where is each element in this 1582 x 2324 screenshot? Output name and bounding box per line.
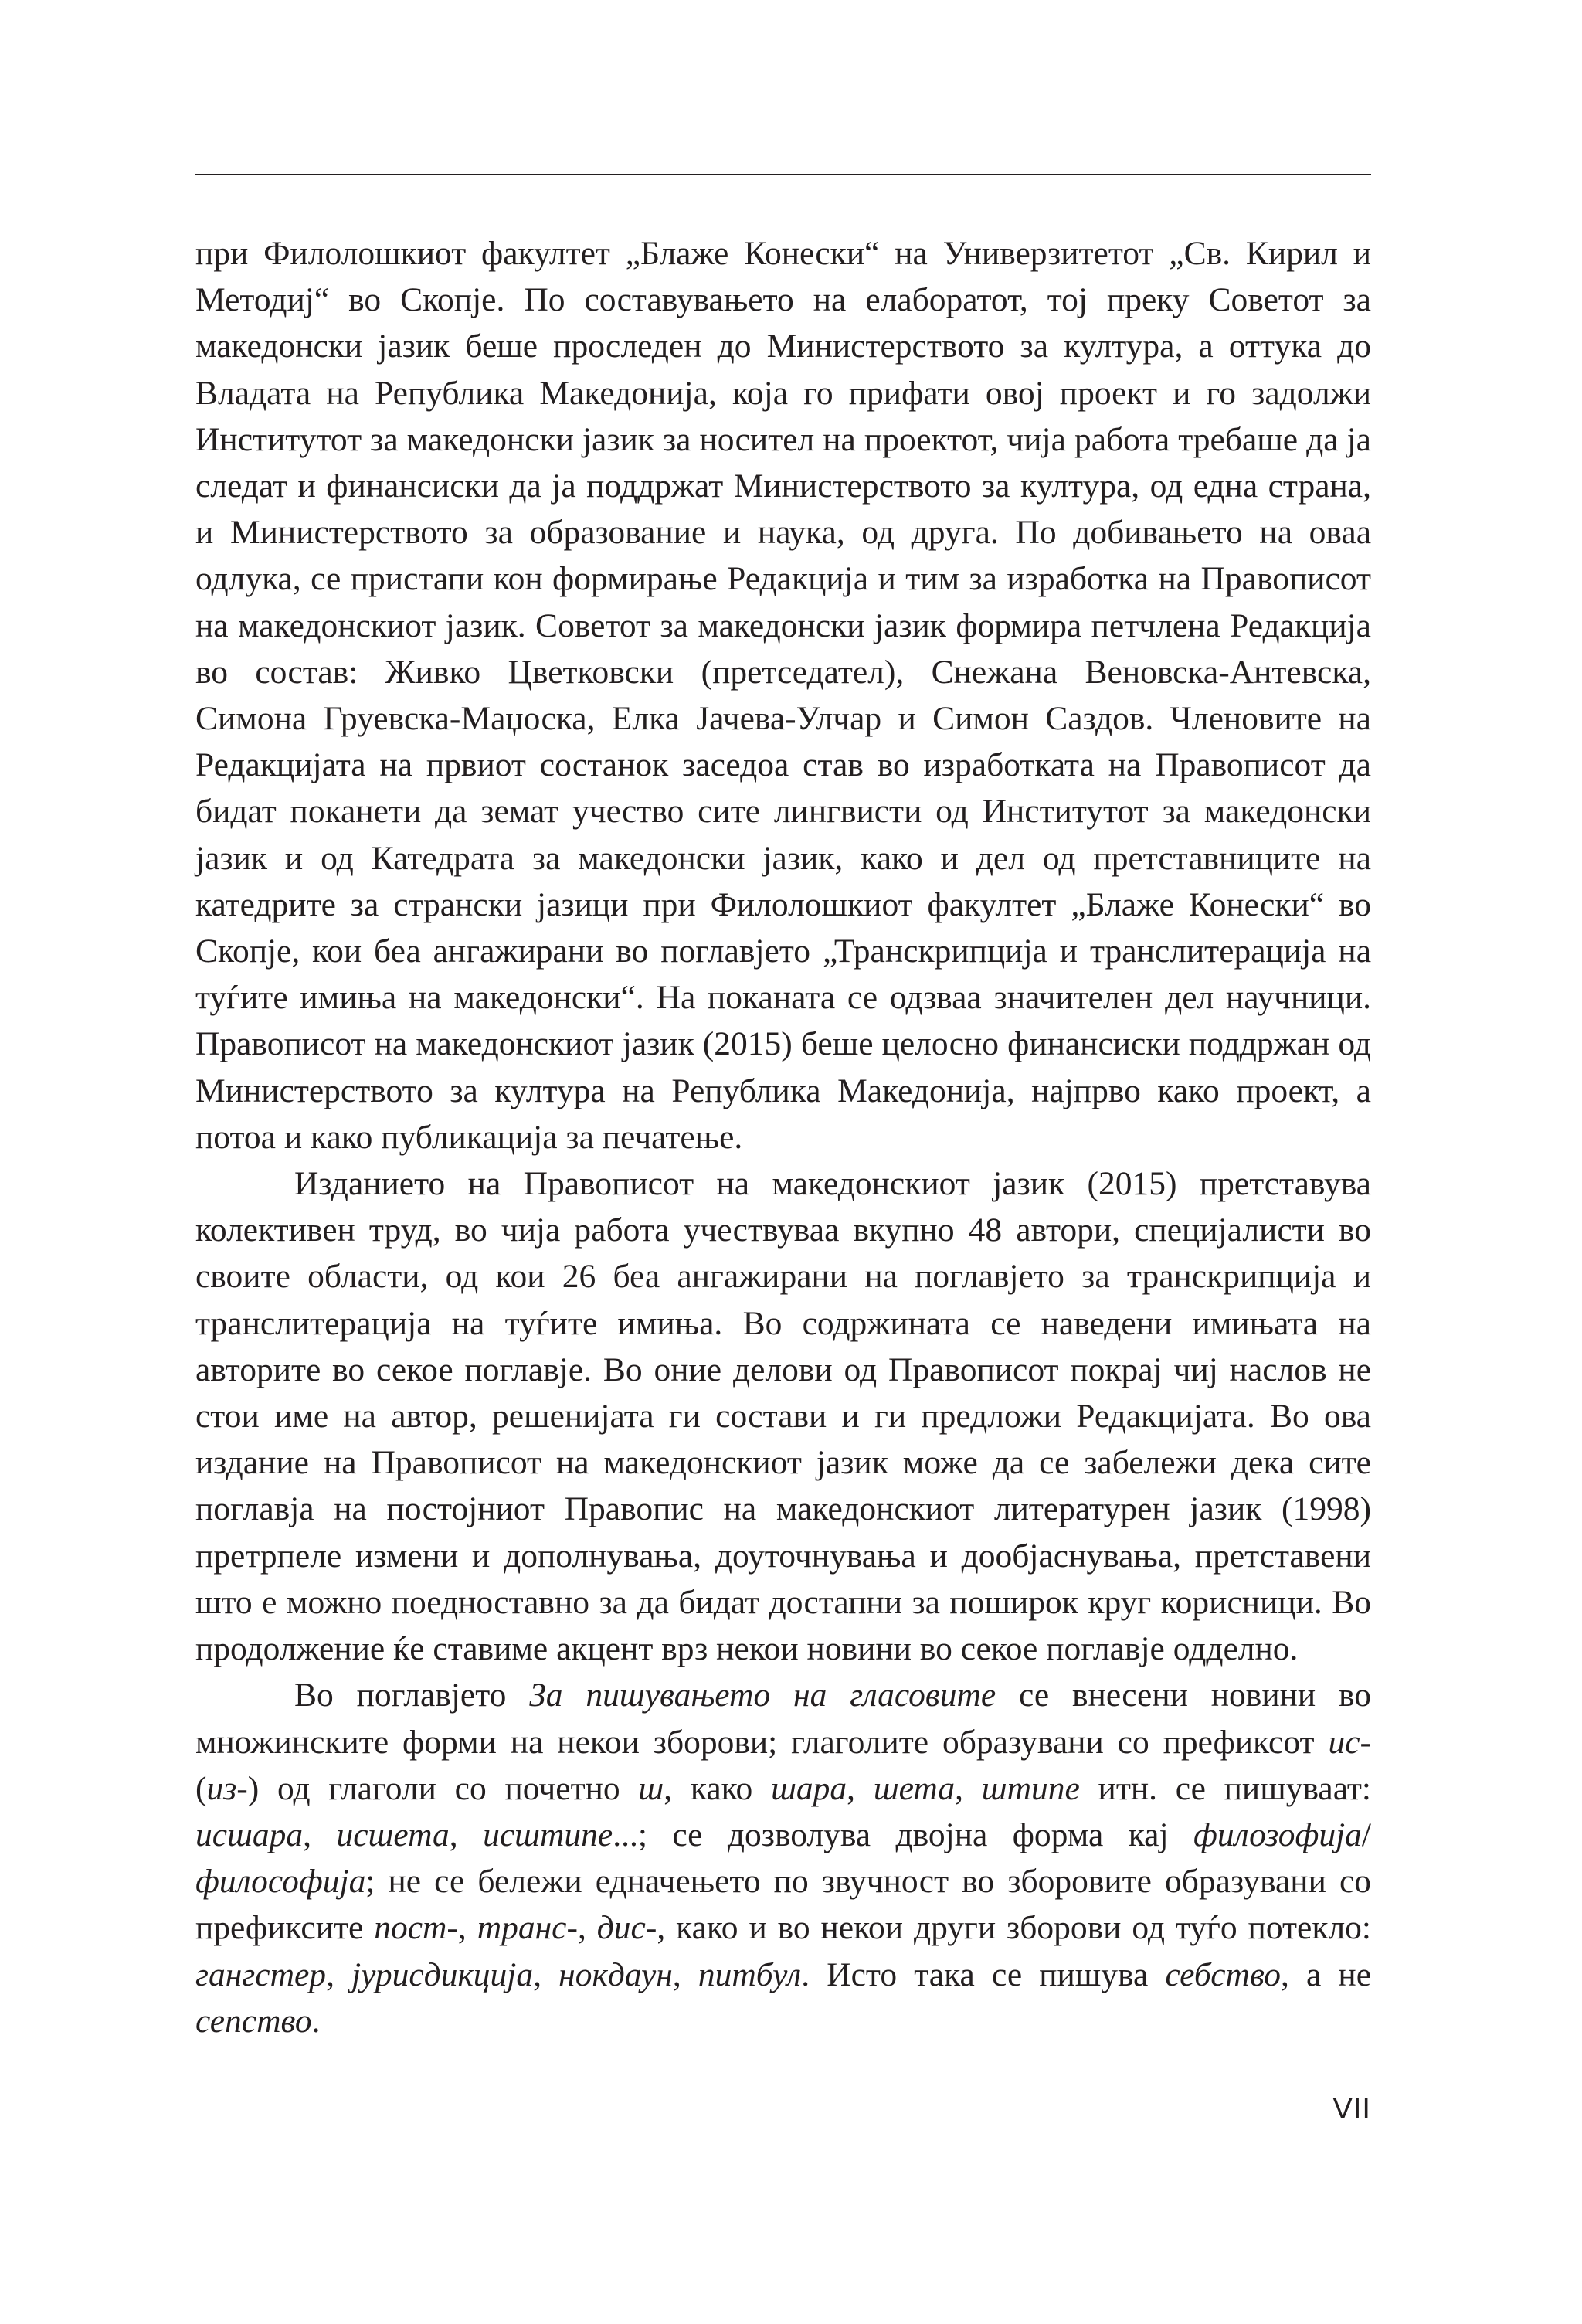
text-segment: ...; се дозволува двојна форма кај <box>613 1816 1193 1853</box>
italic-example: из- <box>206 1769 248 1807</box>
header-rule <box>195 174 1371 175</box>
text-segment: , <box>457 1909 477 1947</box>
italic-example: сепство <box>195 2002 312 2040</box>
text-segment: , <box>577 1909 597 1947</box>
body-text <box>195 230 1371 2044</box>
italic-example: шета <box>873 1769 956 1807</box>
text-segment: ; не се бележи едначењето по звучност во зборовите образувани со префиксите <box>195 1863 1371 1947</box>
text-segment: , <box>672 1955 698 1993</box>
italic-example: дис- <box>596 1909 657 1947</box>
italic-example: транс- <box>477 1909 578 1947</box>
italic-example: исшета <box>336 1816 450 1853</box>
italic-chapter-title: За пишувањето на гласовите <box>529 1677 996 1714</box>
text-segment: . <box>311 2002 321 2040</box>
paragraph-edition: Изданието на Правописот на македонскиот јазик (2015) претставува колективен труд, во чија работа учествуваа вкупно 48 автори, специјалисти во своите области, од кои 26 беа ангажирани на поглавјето за транскрипција и транслитерација на туѓите имиња. Во содржината се наведени имињата на авторите во секое поглавје. Во оние делови од Правописот покрај чиј наслов не стои име на автор, решенијата ги состави и ги предложи Редакцијата. Во ова издание на Правописот на македонскиот јазик може да се забележи дека сите поглавја на постојниот Правопис на македонскиот литературен јазик (1998) претрпеле измени и дополнувања, доуточнувања и дообјаснувања, претставени што е можно поедноставно за да бидат достапни за поширок круг корисници. Во продолжение ќе ставиме акцент врз некои новини во секое поглавје одделно. <box>195 1165 1371 1668</box>
page-number: VII <box>1332 2093 1371 2125</box>
paragraph-writing-sounds <box>195 1672 1371 2044</box>
italic-example: ис- <box>1328 1723 1371 1761</box>
text-segment: итн. се пишуваат: <box>1079 1769 1372 1807</box>
italic-example: ш <box>638 1769 664 1807</box>
italic-example: исшара <box>195 1816 304 1853</box>
text-segment: , <box>955 1769 982 1807</box>
italic-example: исштипе <box>483 1816 613 1853</box>
text-segment: , <box>326 1955 352 1993</box>
text-segment: , а не <box>1281 1955 1372 1993</box>
text-segment: , како <box>664 1769 772 1807</box>
italic-example: питбул <box>698 1955 802 1993</box>
italic-example: нокдаун <box>558 1955 673 1993</box>
paragraph-continuation: при Филолошкиот факултет „Блаже Конески“ на Универзитетот „Св. Кирил и Методиј“ во Скопје. По составувањето на елаборатот, тој преку Советот за македонски јазик беше проследен до Министерството за култура, а оттука до Владата на Република Македонија, која го прифати овој проект и го задолжи Институтот за македонски јазик за носител на проектот, чија работа требаше да ја следат и финансиски да ја поддржат Министерството за култура, од една страна, и Министерството за образование и наука, од друга. По добивањето на оваа одлука, се пристапи кон формирање Редакција и тим за изработка на Правописот на македонскиот јазик. Советот за македонски јазик формира петчлена Редакција во состав: Живко Цветковски (претседател), Снежана Веновска-Антевска, Симона Груевска-Маџоска, Елка Јачева-Улчар и Симон Саздов. Членовите на Редакцијата на првиот состанок заседоа став во изработката на Правописот да бидат поканети да земат учество сите лингвисти од Институтот за македонски јазик и од Катедрата за македонски јазик, како и дел од претставниците на катедрите за странски јазици при Филолошкиот факултет „Блаже Конески“ во Скопје, кои беа ангажирани во поглавјето „Транскрипција и транслитерација на туѓите имиња на македонски“. На поканата се одзваа значителен дел научници. Правописот на македонскиот јазик (2015) беше целосно финансиски поддржан од Министерството за култура на Република Македонија, најпрво како проект, а потоа и како публикација за печатење. <box>195 235 1371 1156</box>
italic-example: филозофија <box>1193 1816 1362 1853</box>
text-segment: . Исто така се пишува <box>801 1955 1166 1993</box>
text-segment: ) од глаголи со почетно <box>247 1769 639 1807</box>
text-segment: , <box>533 1955 559 1993</box>
text-segment: / <box>1361 1816 1372 1853</box>
italic-example: пост- <box>374 1909 458 1947</box>
text-segment: , како и во некои други зборови од туѓо потекло: <box>657 1909 1371 1947</box>
italic-example: себство <box>1165 1955 1282 1993</box>
text-segment: Во поглавјето <box>294 1677 530 1714</box>
text-segment: , <box>847 1769 874 1807</box>
text-segment: , <box>303 1816 337 1853</box>
italic-example: гангстер <box>195 1955 327 1993</box>
italic-example: философија <box>195 1863 366 1901</box>
text-segment: , <box>449 1816 484 1853</box>
italic-example: јурисдикција <box>351 1955 534 1993</box>
text-segment: ( <box>195 1769 207 1807</box>
italic-example: штипе <box>981 1769 1080 1807</box>
text-segment: се внесени новини во множинските форми на некои зборови; глаголите образувани со префиксот <box>195 1677 1371 1761</box>
italic-example: шара <box>771 1769 847 1807</box>
